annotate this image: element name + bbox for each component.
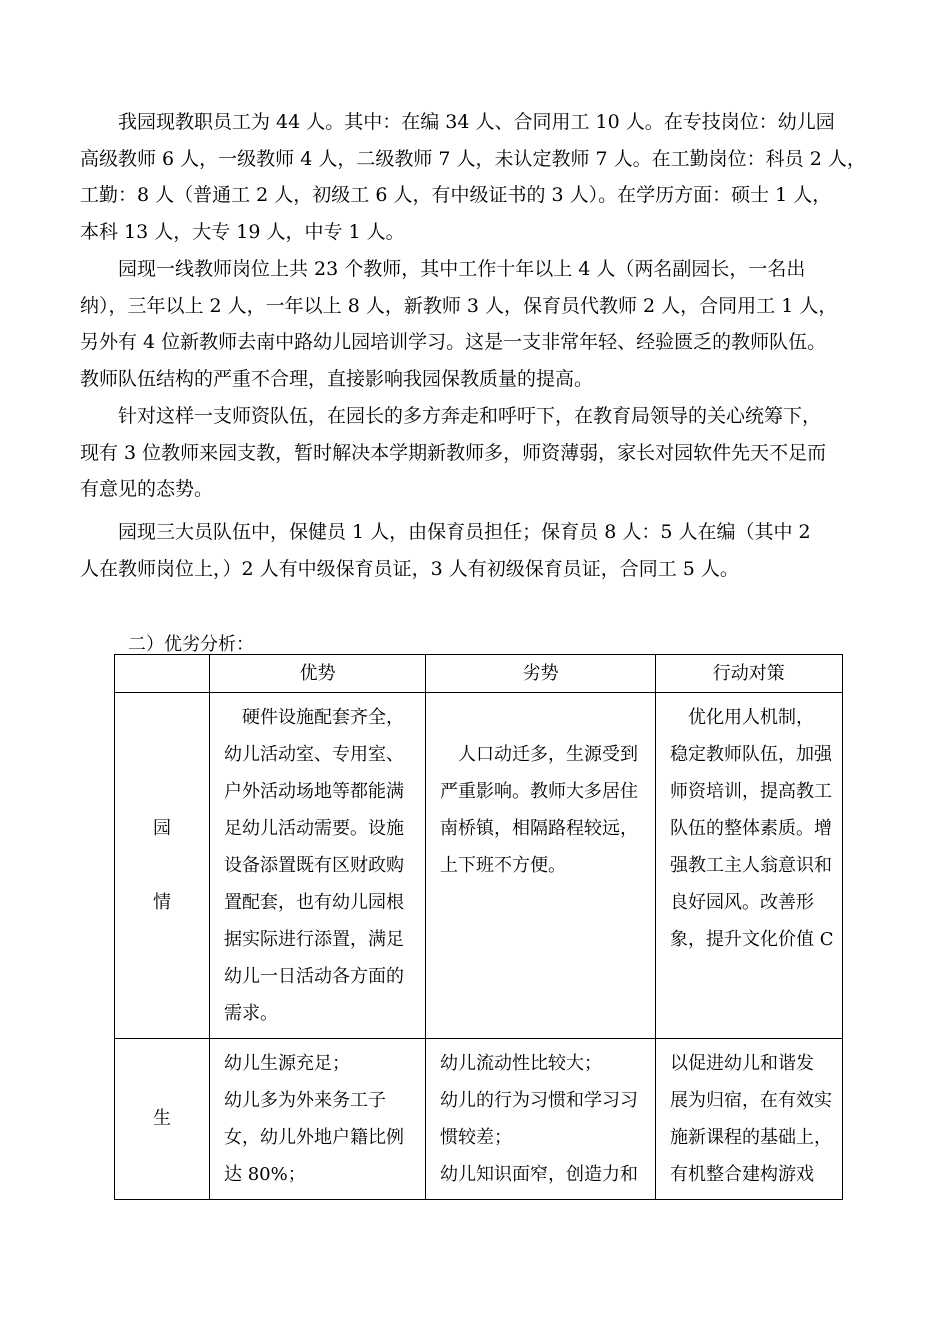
cell-text-line: 人口动迁多，生源受到 <box>440 744 638 765</box>
cell-text-line: 达 80%； <box>224 1164 306 1185</box>
cell-text-line: 师资培训，提高教工 <box>670 781 832 802</box>
paragraph-staff-overview <box>80 104 870 250</box>
text-line: 纳），三年以上 2 人，一年以上 8 人，新教师 3 人，保育员代教师 2 人，合同用工 1 人， <box>80 294 838 317</box>
actions-cell <box>656 693 843 1039</box>
cell-text-line: 稳定教师队伍，加强 <box>670 744 832 765</box>
cell-text-line: 幼儿多为外来务工子 <box>224 1090 386 1111</box>
cell-text-line: 展为归宿，在有效实 <box>670 1090 832 1111</box>
strengths-cell <box>210 693 426 1039</box>
cell-text-line: 象，提升文化价值 C <box>670 929 834 950</box>
cell-text-line: 幼儿知识面窄，创造力和 <box>440 1164 638 1185</box>
cell-text-line: 据实际进行添置，满足 <box>224 929 404 950</box>
cell-text-line <box>440 699 647 736</box>
row-label-char: 情 <box>153 891 171 913</box>
row-label-char: 生 <box>153 1108 171 1129</box>
cell-text-line: 优化用人机制， <box>670 707 814 728</box>
text-line: 园现三大员队伍中，保健员 1 人，由保育员担任；保育员 8 人：5 人在编（其中 2 <box>118 521 811 543</box>
weaknesses-text <box>426 693 655 890</box>
text-line: 教师队伍结构的严重不合理，直接影响我园保教质量的提高。 <box>80 367 594 390</box>
text-line: 高级教师 6 人，一级教师 4 人，二级教师 7 人，未认定教师 7 人。在工勤岗位：科员 2 人， <box>80 147 866 170</box>
cell-text-line: 良好园风。改善形 <box>670 892 814 913</box>
cell-text-line: 需求。 <box>224 1003 278 1024</box>
weaknesses-cell <box>426 1039 656 1200</box>
cell-text-line: 女，幼儿外地户籍比例 <box>224 1127 404 1148</box>
cell-text-line: 户外活动场地等都能满 <box>224 781 404 802</box>
text-line: 我园现教职员工为 44 人。其中：在编 34 人、合同用工 10 人。在专技岗位：幼儿园 <box>118 111 835 133</box>
text-line: 工勤：8 人（普通工 2 人，初级工 6 人，有中级证书的 3 人）。在学历方面：硕士 1 人， <box>80 184 832 206</box>
table-header-cell: 优势 <box>210 655 426 693</box>
weaknesses-cell <box>426 693 656 1039</box>
cell-text-line: 施新课程的基础上， <box>670 1127 832 1148</box>
cell-text-line: 强教工主人翁意识和 <box>670 855 832 876</box>
actions-cell <box>656 1039 843 1200</box>
table-header-cell <box>115 655 210 693</box>
paragraph-support-teachers <box>80 398 870 508</box>
text-line: 人在教师岗位上，）2 人有中级保育员证，3 人有初级保育员证，合同工 5 人。 <box>80 557 739 580</box>
text-line: 另外有 4 位新教师去南中路幼儿园培训学习。这是一支非常年轻、经验匮乏的教师队伍。 <box>80 331 827 353</box>
cell-text-line: 严重影响。教师大多居住 <box>440 781 638 802</box>
paragraph-frontline-teachers <box>80 251 870 397</box>
section-heading: 二）优劣分析： <box>128 634 254 655</box>
cell-text-line: 以促进幼儿和谐发 <box>670 1053 814 1074</box>
row-label-cell <box>115 693 210 1039</box>
text-line: 本科 13 人，大专 19 人，中专 1 人。 <box>80 220 405 243</box>
text-line: 现有 3 位教师来园支教，暂时解决本学期新教师多，师资薄弱，家长对园软件先天不足而 <box>80 441 827 464</box>
cell-text-line: 设备添置既有区财政购 <box>224 855 404 876</box>
table-row <box>115 693 843 1039</box>
cell-text-line: 幼儿的行为习惯和学习习 <box>440 1090 638 1111</box>
cell-text-line: 惯较差； <box>440 1127 512 1148</box>
paragraph-three-staff <box>80 514 870 587</box>
row-label-cell <box>115 1039 210 1200</box>
cell-text-line: 幼儿一日活动各方面的 <box>224 966 404 987</box>
cell-text-line: 有机整合建构游戏 <box>670 1164 814 1185</box>
actions-text <box>656 1039 842 1199</box>
text-line: 有意见的态势。 <box>80 478 214 500</box>
strengths-text <box>210 693 425 1038</box>
strengths-cell <box>210 1039 426 1200</box>
strengths-text <box>210 1039 425 1199</box>
text-line: 园现一线教师岗位上共 23 个教师，其中工作十年以上 4 人（两名副园长，一名出 <box>118 258 806 280</box>
weaknesses-text <box>426 1039 655 1199</box>
text-line: 针对这样一支师资队伍，在园长的多方奔走和呼吁下，在教育局领导的关心统筹下， <box>118 405 822 427</box>
cell-text-line: 幼儿生源充足； <box>224 1053 350 1074</box>
cell-text-line: 硬件设施配套齐全， <box>224 707 404 728</box>
table-header-cell: 劣势 <box>426 655 656 693</box>
cell-text-line: 上下班不方便。 <box>440 855 566 876</box>
row-label-char: 园 <box>153 817 171 839</box>
table-header-cell: 行动对策 <box>656 655 843 693</box>
cell-text-line: 幼儿活动室、专用室、 <box>224 744 404 765</box>
table-header-row <box>115 655 843 693</box>
table-row <box>115 1039 843 1200</box>
cell-text-line: 足幼儿活动需要。设施 <box>224 818 404 839</box>
cell-text-line: 置配套，也有幼儿园根 <box>224 892 404 913</box>
cell-text-line: 幼儿流动性比较大； <box>440 1053 602 1074</box>
cell-text-line: 队伍的整体素质。增 <box>670 818 832 839</box>
actions-text <box>656 693 842 964</box>
cell-text-line: 南桥镇，相隔路程较远， <box>440 818 638 839</box>
swot-table <box>114 654 843 1200</box>
